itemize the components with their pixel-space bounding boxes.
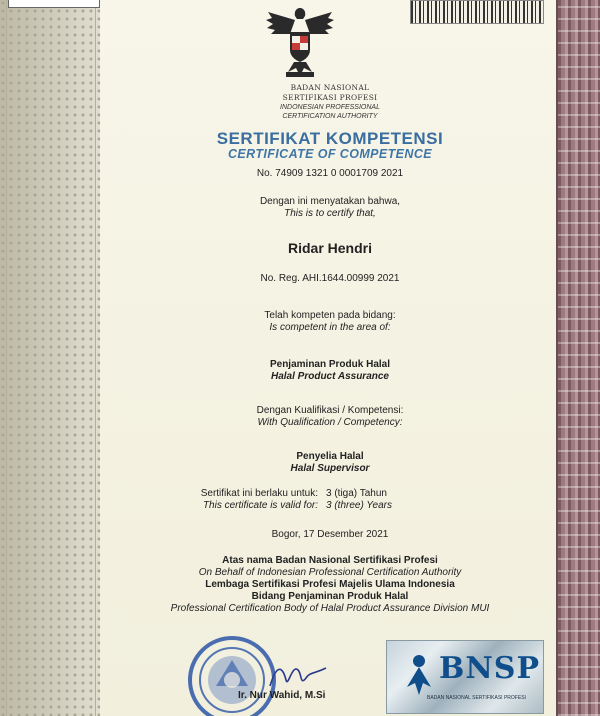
top-left-label-strip — [8, 0, 100, 8]
issuer-line-4: Bidang Penjaminan Produk Halal — [251, 591, 409, 602]
bnsp-figure-icon — [401, 653, 437, 697]
issuer-line-3: Lembaga Sertifikasi Profesi Majelis Ulama Indonesia — [205, 579, 455, 590]
issuer-line-2: On Behalf of Indonesian Professional Certification Authority — [198, 567, 462, 578]
area-value-id: Penjaminan Produk Halal — [269, 359, 391, 370]
validity-label-id: Sertifikat ini berlaku untuk: — [200, 488, 318, 499]
garuda-emblem-icon — [262, 2, 338, 80]
certificate-subtitle: CERTIFICATE OF COMPETENCE — [228, 147, 432, 161]
place-date: Bogor, 17 Desember 2021 — [271, 529, 389, 540]
statement-id: Dengan ini menyatakan bahwa, — [259, 196, 401, 207]
lsp-mui-seal-icon — [186, 634, 278, 716]
holder-name: Ridar Hendri — [287, 240, 372, 256]
right-security-border — [556, 0, 600, 716]
qualification-label-en: With Qualification / Competency: — [257, 417, 403, 428]
validity-value-id: 3 (tiga) Tahun — [326, 488, 387, 499]
bnsp-logo-caption: BADAN NASIONAL SERTIFIKASI PROFESI — [427, 695, 526, 701]
authority-name-id-1: BADAN NASIONAL — [290, 83, 370, 92]
qualification-value-en: Halal Supervisor — [290, 463, 370, 474]
left-border-frame — [6, 0, 96, 716]
qualification-label-id: Dengan Kualifikasi / Kompetensi: — [256, 405, 404, 416]
area-value-en: Halal Product Assurance — [270, 371, 389, 382]
barcode — [410, 0, 544, 24]
authority-name-en-1: INDONESIAN PROFESSIONAL — [280, 104, 380, 111]
authority-name-id-2: SERTIFIKASI PROFESI — [282, 93, 378, 102]
statement-en: This is to certify that, — [284, 208, 376, 219]
issuer-line-1: Atas nama Badan Nasional Sertifikasi Profesi — [222, 555, 438, 566]
registration-number: No. Reg. AHI.1644.00999 2021 — [260, 273, 400, 284]
validity-label-en: This certificate is valid for: — [202, 500, 318, 511]
issuer-line-5: Professional Certification Body of Halal Product Assurance Division MUI — [170, 603, 490, 614]
area-label-id: Telah kompeten pada bidang: — [264, 310, 396, 321]
certificate-title: SERTIFIKAT KOMPETENSI — [216, 129, 444, 148]
signer-name: Ir. Nur Wahid, M.Si — [238, 690, 326, 701]
qualification-value-id: Penyelia Halal — [296, 451, 364, 462]
bnsp-hologram-logo — [386, 640, 544, 714]
validity-value-en: 3 (three) Years — [326, 500, 392, 511]
bnsp-logo-text: BNSP — [439, 651, 541, 686]
area-label-en: Is competent in the area of: — [269, 322, 391, 333]
certificate-number: No. 74909 1321 0 0001709 2021 — [256, 168, 404, 179]
authority-name-en-2: CERTIFICATION AUTHORITY — [282, 113, 378, 120]
